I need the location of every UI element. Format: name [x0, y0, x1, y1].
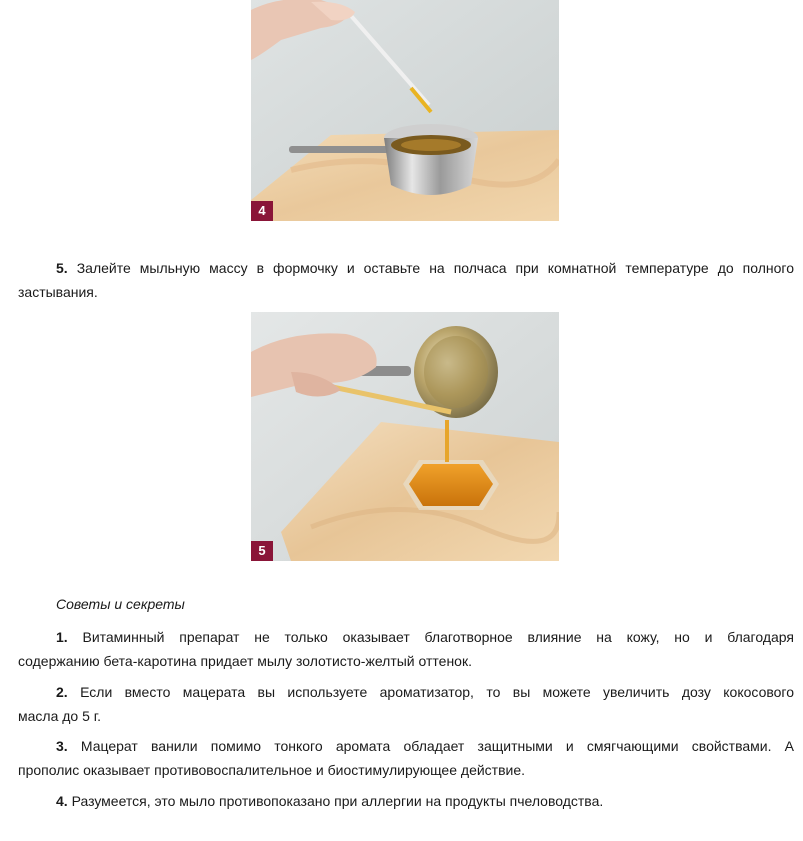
step-4-photo [251, 0, 559, 221]
step-5-photo [251, 312, 559, 561]
tip-4-number: 4. [56, 793, 68, 809]
tip-1-line-1 [18, 625, 794, 649]
tip-3-line-2: прополис оказывает противовоспалительное и биостимулирующее действие. [18, 762, 526, 778]
tip-2-number: 2. [56, 684, 68, 700]
step-5-line-2: застывания. [18, 284, 98, 300]
tips-title: Советы и секреты [56, 596, 185, 612]
step-4-illustration [251, 0, 559, 221]
step-5-number: 5. [56, 260, 68, 276]
tip-3-number: 3. [56, 738, 68, 754]
step-5-text: Залейте мыльную массу в формочку и оставьте на полчаса при комнатной температуре до полного [76, 260, 794, 276]
step-5-badge: 5 [251, 541, 273, 561]
tip-1-text: Витаминный препарат не только оказывает благотворное влияние на кожу, но и благодаря [82, 629, 795, 645]
tip-4-line-1 [18, 789, 794, 813]
step-4-badge: 4 [251, 201, 273, 221]
step-5-illustration [251, 312, 559, 561]
tip-4-text: Разумеется, это мыло противопоказано при аллергии на продукты пчеловодства. [71, 793, 604, 809]
tip-1-line-2: содержанию бета-каротина придает мылу золотисто-желтый оттенок. [18, 653, 472, 669]
tip-3-text: Мацерат ванили помимо тонкого аромата обладает защитными и смягчающими свойствами. А [80, 738, 795, 754]
tip-3-paragraph [18, 734, 794, 782]
tip-2-paragraph [18, 680, 794, 728]
tip-2-line-2: масла до 5 г. [18, 708, 102, 724]
tip-1-number: 1. [56, 629, 68, 645]
step-5-paragraph [18, 256, 794, 304]
tip-3-line-1 [18, 734, 794, 758]
tip-1-paragraph [18, 625, 794, 673]
tip-2-line-1 [18, 680, 794, 704]
tip-2-text: Если вместо мацерата вы используете ароматизатор, то вы можете увеличить дозу кокосового [80, 684, 795, 700]
step-5-line-1 [18, 256, 794, 280]
tip-4-paragraph [18, 789, 794, 813]
